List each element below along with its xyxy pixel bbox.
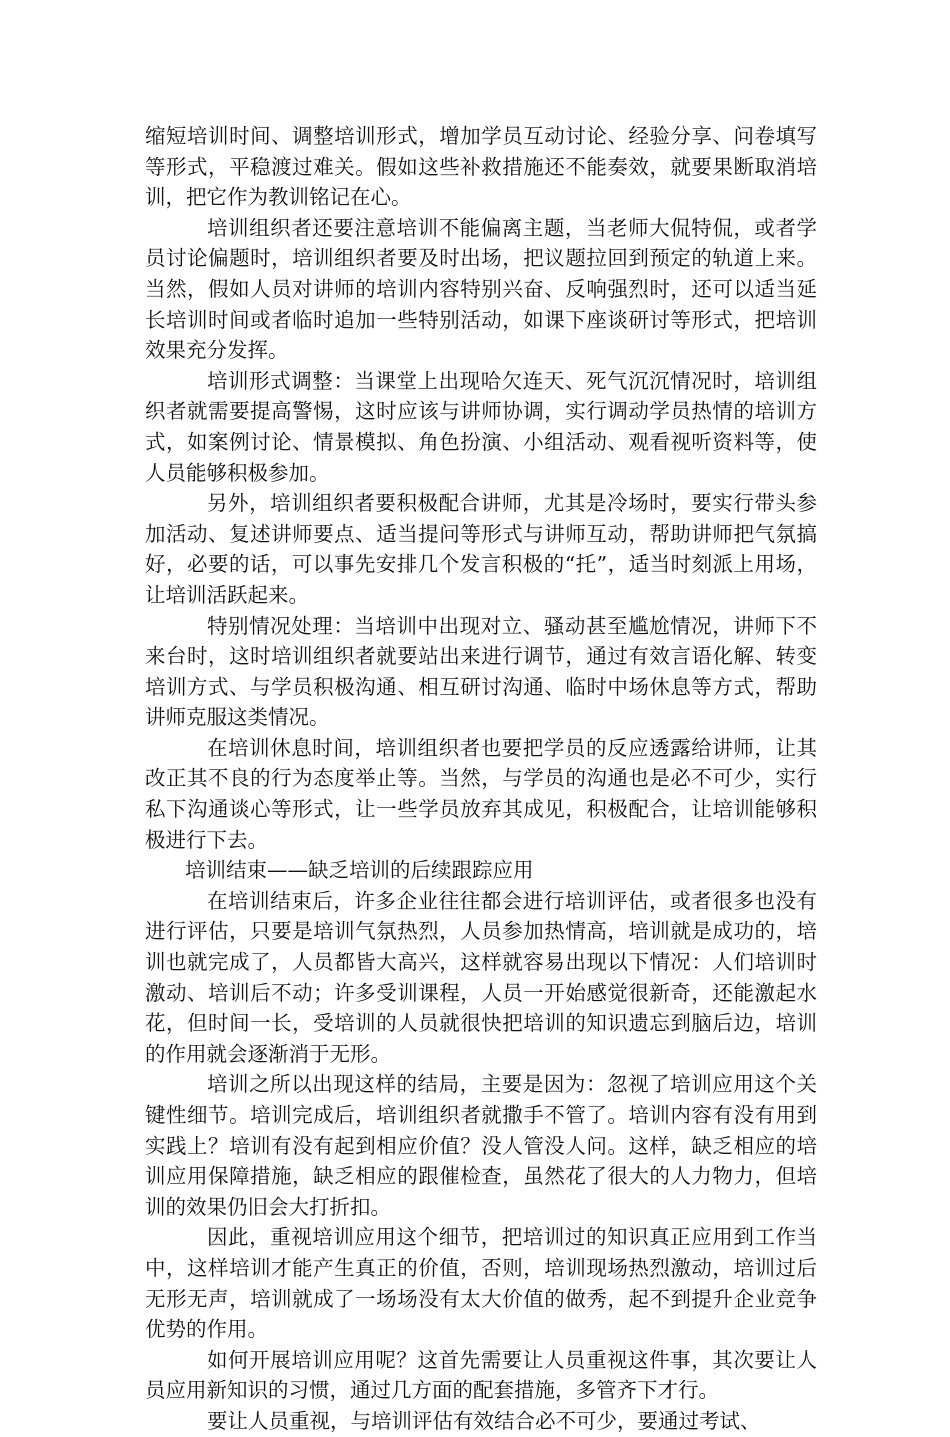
paragraph-continuation: 缩短培训时间、调整培训形式，增加学员互动讨论、经验分享、问卷填写等形式，平稳渡过难关。假如这些补救措施还不能奏效，就要果断取消培训，把它作为教训铭记在心。 [145,124,817,210]
paragraph-topic-focus: 培训组织者还要注意培训不能偏离主题，当老师大侃特侃，或者学员讨论偏题时，培训组织者要及时出场，把议题拉回到预定的轨道上来。当然，假如人员对讲师的培训内容特别兴奋、反响强烈时，还可以适当延长培训时间或者临时追加一些特别活动，如课下座谈研讨等形式，把培训效果充分发挥。 [145,215,817,363]
section-heading: 培训结束——缺乏培训的后续跟踪应用 [185,858,534,883]
paragraph-importance: 因此，重视培训应用这个细节，把培训过的知识真正应用到工作当中，这样培训才能产生真正的价值，否则，培训现场热烈激动，培训过后无形无声，培训就成了一场场没有太大价值的做秀，起不到提升企业竞争优势的作用。 [145,1225,817,1342]
paragraph-after-training: 在培训结束后，许多企业往往都会进行培训评估，或者很多也没有进行评估，只要是培训气氛热烈，人员参加热情高，培训就是成功的，培训也就完成了，人员都皆大高兴，这样就容易出现以下情况：人们培训时激动、培训后不动；许多受训课程，人员一开始感觉很新奇，还能激起水花，但时间一长，受培训的人员就很快把培训的知识遗忘到脑后边，培训的作用就会逐渐消于无形。 [145,888,817,1066]
paragraph-evaluation: 要让人员重视，与培训评估有效结合必不可少，要通过考试、 [207,1408,761,1433]
document-body [145,121,817,1437]
paragraph-format-adjustment: 培训形式调整：当课堂上出现哈欠连天、死气沉沉情况时，培训组织者就需要提高警惕，这时应该与讲师协调，实行调动学员热情的培训方式，如案例讨论、情景模拟、角色扮演、小组活动、观看视听资料等，使人员能够积极参加。 [145,368,817,485]
paragraph-cooperate-with-lecturer: 另外，培训组织者要积极配合讲师，尤其是冷场时，要实行带头参加活动、复述讲师要点、适当提问等形式与讲师互动，帮助讲师把气氛搞好，必要的话，可以事先安排几个发言积极的“托”，适当时刻派上用场，让培训活跃起来。 [145,491,817,607]
paragraph-cause: 培训之所以出现这样的结局，主要是因为：忽视了培训应用这个关键性细节。培训完成后，培训组织者就撒手不管了。培训内容有没有用到实践上？培训有没有起到相应价值？没人管没人问。这样，缺乏相应的培训应用保障措施，缺乏相应的跟催检查，虽然花了很大的人力物力，但培训的效果仍旧会大打折扣。 [145,1072,817,1219]
paragraph-special-situations: 特别情况处理：当培训中出现对立、骚动甚至尴尬情况，讲师下不来台时，这时培训组织者就要站出来进行调节，通过有效言语化解、转变培训方式、与学员积极沟通、相互研讨沟通、临时中场休息等方式，帮助讲师克服这类情况。 [145,613,817,730]
paragraph-break-time-feedback: 在培训休息时间，培训组织者也要把学员的反应透露给讲师，让其改正其不良的行为态度举止等。当然，与学员的沟通也是必不可少，实行私下沟通谈心等形式，让一些学员放弃其成见，积极配合，让培训能够积极进行下去。 [145,735,817,852]
paragraph-how-to-apply: 如何开展培训应用呢？这首先需要让人员重视这件事，其次要让人员应用新知识的习惯，通过几方面的配套措施，多管齐下才行。 [145,1347,817,1403]
